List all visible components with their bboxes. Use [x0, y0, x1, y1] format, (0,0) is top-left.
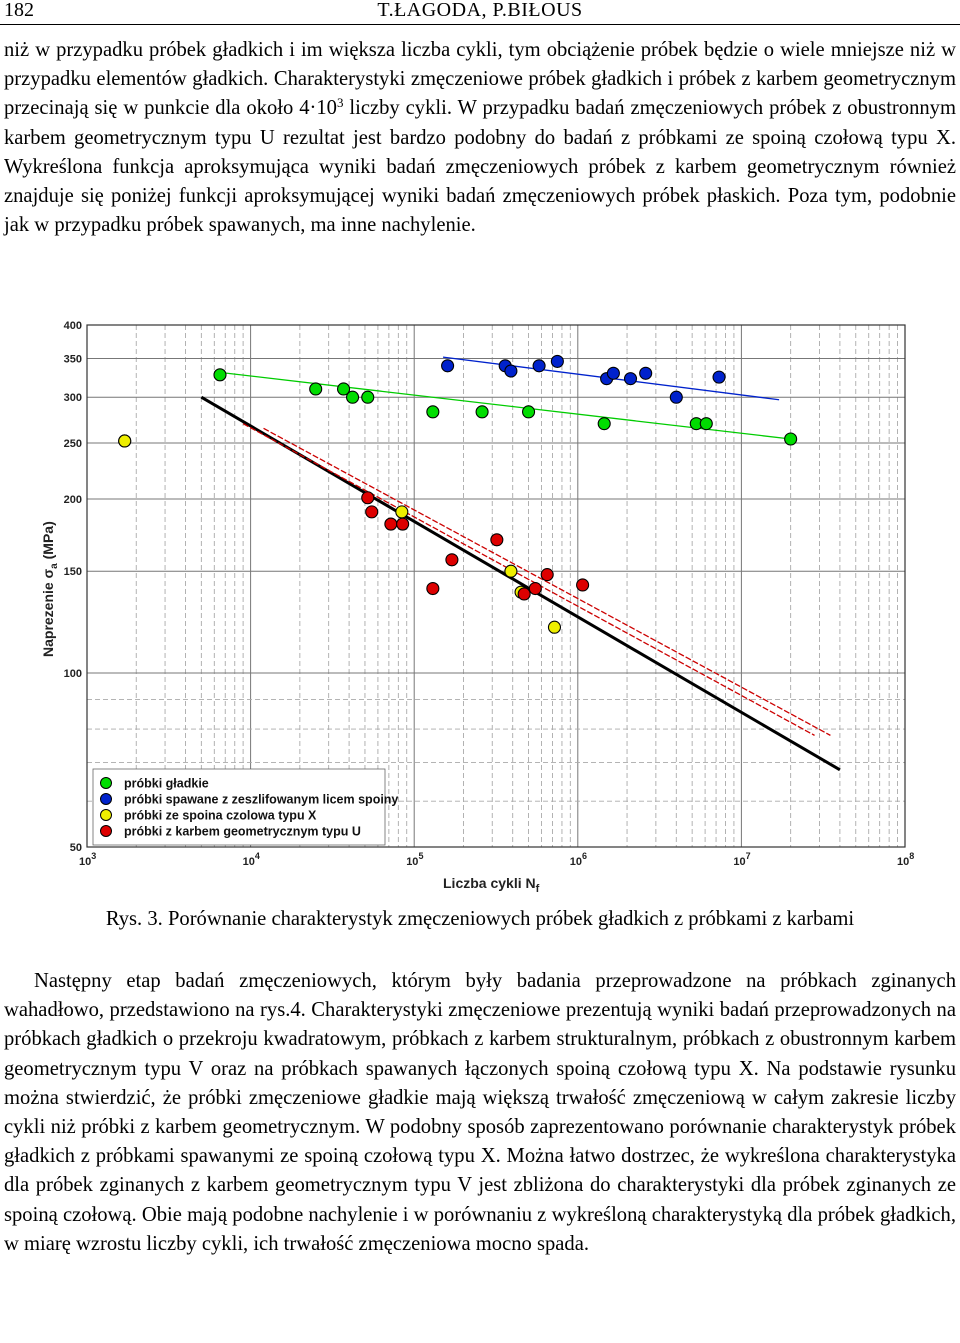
x-tick-label [897, 851, 914, 868]
y-tick-labels [64, 320, 82, 854]
legend-marker [101, 794, 112, 805]
data-point [505, 565, 517, 577]
x-tick-labels [79, 851, 914, 868]
x-tick-exponent: 5 [418, 851, 424, 861]
data-point [670, 391, 682, 403]
fatigue-chart [0, 312, 960, 902]
caption-label: Rys. 3. [105, 908, 163, 930]
data-point [529, 583, 541, 595]
data-point [523, 406, 535, 418]
legend-label: próbki gładkie [124, 776, 209, 791]
legend-label: próbki ze spoina czolowa typu X [124, 808, 317, 823]
x-axis-label-text: Liczba cykli N [443, 875, 536, 891]
data-point [347, 391, 359, 403]
page-number: 182 [4, 0, 34, 21]
data-point [362, 391, 374, 403]
y-tick-label: 350 [63, 353, 82, 366]
legend [93, 769, 398, 845]
legend-marker [101, 810, 112, 821]
x-tick-exponent: 4 [254, 851, 260, 861]
data-point [491, 534, 503, 546]
legend-marker [101, 778, 112, 789]
data-point [713, 371, 725, 383]
x-axis-label-subscript: f [535, 883, 540, 895]
data-point [541, 569, 553, 581]
y-tick-label: 150 [63, 566, 82, 579]
running-title: T.ŁAGODA, P.BIŁOUS [377, 0, 583, 21]
y-axis-label-subscript: a [49, 563, 60, 569]
data-point [548, 621, 560, 633]
data-point [310, 383, 322, 395]
y-tick-label: 50 [69, 842, 82, 854]
x-tick-exponent: 6 [582, 851, 588, 861]
x-tick-base: 10 [79, 856, 92, 868]
paragraph-1-superscript: 3 [336, 95, 344, 111]
y-axis-label-unit: (MPa) [40, 521, 56, 564]
data-point [366, 506, 378, 518]
figure-caption [0, 908, 960, 931]
x-tick-exponent: 8 [909, 851, 915, 861]
legend-marker [101, 826, 112, 837]
data-point [625, 373, 637, 385]
y-tick-label: 300 [63, 392, 82, 405]
x-axis-label [443, 875, 540, 895]
y-axis-label-text: Naprezenie σ [40, 568, 56, 657]
data-point [700, 418, 712, 430]
data-point [533, 360, 545, 372]
y-axis-label [40, 521, 60, 657]
x-tick-base: 10 [242, 856, 255, 868]
data-point [446, 554, 458, 566]
data-point [607, 367, 619, 379]
page-header [0, 0, 960, 25]
legend-label: próbki z karbem geometrycznym typu U [124, 824, 361, 839]
data-point [362, 492, 374, 504]
caption-text: Porównanie charakterystyk zmęczeniowych próbek gładkich z próbkami z karbami [162, 908, 855, 930]
x-tick-exponent: 7 [745, 851, 751, 861]
data-point [119, 435, 131, 447]
data-point [476, 406, 488, 418]
x-tick-label [733, 851, 750, 868]
data-point [396, 506, 408, 518]
y-tick-label: 100 [63, 668, 82, 680]
data-point [785, 433, 797, 445]
x-tick-label [243, 851, 260, 868]
data-point [640, 367, 652, 379]
x-tick-base: 10 [733, 856, 746, 868]
data-point [598, 418, 610, 430]
legend-label: próbki spawane z zeszlifowanym licem spoiny [124, 792, 399, 807]
paragraph-1-text-b: liczby cykli. W przypadku badań zmęczeniowych próbek z obustronnym karbem geometrycznym typu U rezultat jest bardzo podobny do badań z próbkami ze spoiną czołową typu X. Wykreślona funkcja aproksymująca wyniki badań zmęczeniowych próbek z karbem geometrycznym również znajduje się poniżej funkcji aproksymującej wyniki badań zmęczeniowych próbek płaskich. Poza tym, podobnie jak w przypadku próbek spawanych, ma inne nachylenie. [4, 97, 956, 237]
data-point [505, 365, 517, 377]
data-point [214, 369, 226, 381]
data-point [385, 518, 397, 530]
data-point [518, 588, 530, 600]
data-point [577, 579, 589, 591]
x-tick-base: 10 [569, 856, 583, 868]
x-tick-label [406, 851, 423, 868]
x-tick-label [570, 851, 587, 868]
data-point [427, 583, 439, 595]
y-tick-label: 400 [63, 320, 82, 332]
x-tick-exponent: 3 [91, 851, 97, 861]
x-tick-base: 10 [406, 856, 419, 868]
data-point [427, 406, 439, 418]
y-tick-label: 250 [63, 437, 82, 450]
y-tick-label: 200 [63, 494, 82, 506]
data-point [442, 360, 454, 372]
x-tick-base: 10 [897, 856, 910, 868]
paragraph-2: Następny etap badań zmęczeniowych, którym były badania przeprowadzone na próbkach zginanych wahadłowo, przedstawiono na rys.4. Charakterystyki zmęczeniowe prezentują wyniki badań przeprowadzonych na próbkach gładkich o przekroju kwadratowym, próbkach z karbem strukturalnym, próbkach z obustronnym karbem geometrycznym typu V oraz na próbkach spawanych łączonych spoiną czołową typu X. Na podstawie rysunku można stwierdzić, że próbki zmęczeniowe gładkie mają większą trwałość zmęczeniową w całym zakresie liczby cykli niż próbki z karbem geometrycznym. W podobny sposób zaprezentowano porównanie charakterystyk próbek gładkich z próbkami spawanymi ze spoiną czołową typu X. Można łatwo dostrzec, że wykreślona charakterystyka dla próbek zginanych z karbem geometrycznym typu V jest zbliżona do charakterystyki dla próbek zginanych ze spoiną czołową. Obie mają podobne nachylenie i w porównaniu z wykreśloną charakterystyką dla próbek gładkich, w miarę wzrostu liczby cykli, ich trwałość zmęczeniowa mocno spada. [4, 970, 956, 1255]
paragraph-1-text-a: niż w przypadku próbek gładkich i im większa liczba cykli, tym obciążenie próbek będzie o wiele mniejsze niż w przypadku elementów gładkich. Charakterystyki zmęczeniowe próbek gładkich i próbek z karbem geometrycznym przecinają się w punkcie dla około 4·10 [4, 39, 956, 120]
data-point [551, 355, 563, 367]
paragraph-1 [4, 36, 956, 240]
data-point [397, 518, 409, 530]
